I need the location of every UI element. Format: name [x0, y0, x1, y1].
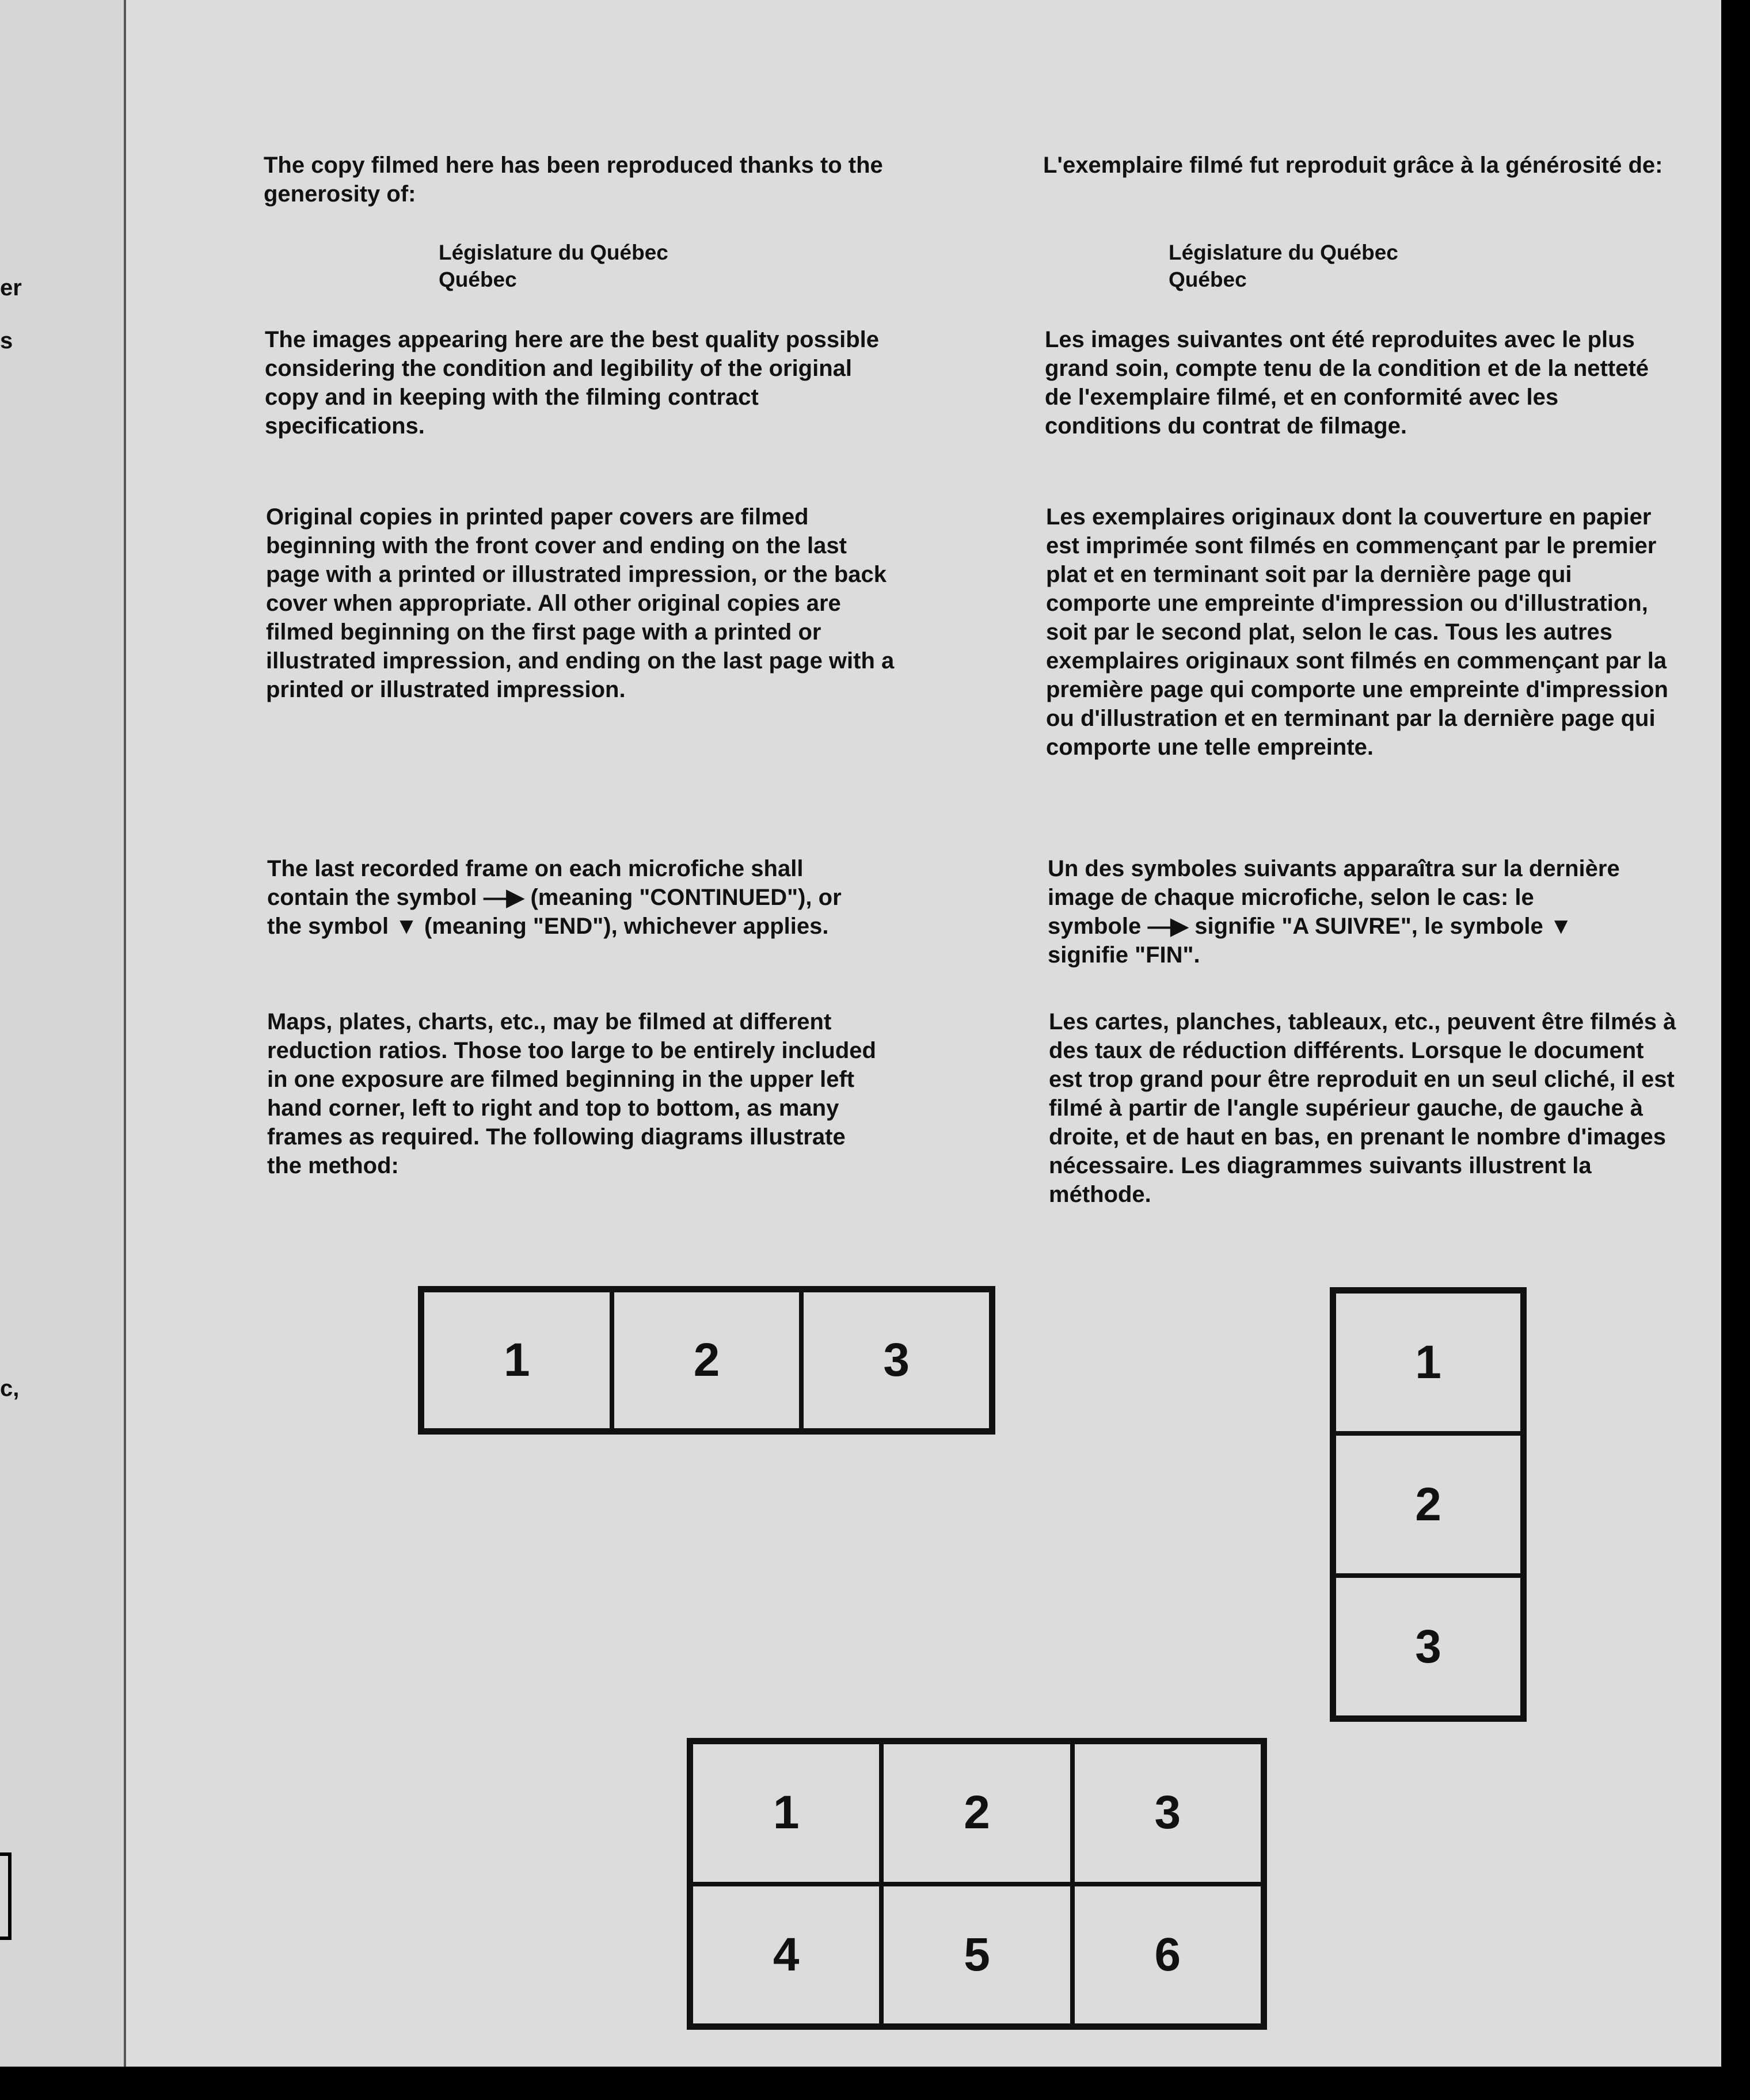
- frame-cell: 1: [691, 1742, 881, 1884]
- frame-cell: 2: [612, 1290, 802, 1431]
- english-heading: The copy filmed here has been reproduced thanks to the generosity of:: [264, 153, 883, 207]
- french-org-name: Législature du Québec: [1169, 241, 1398, 264]
- edge-fragment: s: [0, 328, 13, 353]
- frame-cell: 5: [881, 1884, 1072, 2026]
- english-quality-paragraph: The images appearing here are the best quality possible considering the condition and legibility of the original copy and in keeping with the filming contract specifications.: [265, 327, 879, 439]
- french-originals-paragraph: Les exemplaires originaux dont la couverture en papier est imprimée sont filmés en commençant par le premier plat et en terminant soit par la dernière page qui comporte une empreinte d'impression ou d'illustration, soit par le second plat, selon le cas. Tous les autres exemplaires originaux sont filmés en commençant par la première page qui comporte une empreinte d'impression ou d'illustration et en terminant par la dernière page qui comporte une telle empreinte.: [1046, 504, 1668, 760]
- frame-cell: 3: [1072, 1742, 1263, 1884]
- previous-page-strip: [0, 0, 126, 2067]
- frame-cell: 2: [881, 1742, 1072, 1884]
- frame-cell: 4: [691, 1884, 881, 2026]
- diagram-horizontal: [418, 1286, 995, 1435]
- french-symbols-paragraph: Un des symboles suivants apparaîtra sur la dernière image de chaque microfiche, selon le cas: le symbole —▶ signifie "A SUIVRE", le symbole ▼ signifie "FIN".: [1048, 856, 1620, 968]
- french-org: [1169, 239, 1398, 293]
- diagram-vertical: [1330, 1287, 1527, 1722]
- frame-cell: 2: [1334, 1433, 1523, 1576]
- english-symbols-paragraph: The last recorded frame on each microfiche shall contain the symbol —▶ (meaning "CONTINUED"), or the symbol ▼ (meaning "END"), whichever applies.: [267, 856, 842, 939]
- french-org-city: Québec: [1169, 268, 1247, 291]
- french-maps-paragraph: Les cartes, planches, tableaux, etc., peuvent être filmés à des taux de réduction différents. Lorsque le document est trop grand pour être reproduit en un seul cliché, il est filmé à partir de l'angle supérieur gauche, de gauche à droite, et de haut en bas, en prenant le nombre d'images nécessaire. Les diagrammes suivants illustrent la méthode.: [1049, 1009, 1676, 1207]
- english-org: [439, 239, 668, 293]
- diagram-grid: [687, 1738, 1267, 2030]
- edge-fragment: c,: [0, 1376, 20, 1401]
- frame-cell: 3: [1334, 1576, 1523, 1718]
- english-org-city: Québec: [439, 268, 517, 291]
- frame-cell: 1: [1334, 1291, 1523, 1433]
- english-originals-paragraph: Original copies in printed paper covers are filmed beginning with the front cover and ending on the last page with a printed or illustrated impression, or the back cover when appropriate. All other original copies are filmed beginning on the first page with a printed or illustrated impression, and ending on the last page with a printed or illustrated impression.: [266, 504, 895, 702]
- english-maps-paragraph: Maps, plates, charts, etc., may be filmed at different reduction ratios. Those too large to be entirely included in one exposure are filmed beginning in the upper left hand corner, left to right and top to bottom, as many frames as required. The following diagrams illustrate the method:: [267, 1009, 876, 1178]
- edge-frame-fragment: [0, 1852, 12, 1940]
- frame-cell: 6: [1072, 1884, 1263, 2026]
- frame-cell: 1: [422, 1290, 612, 1431]
- edge-fragment: er: [0, 275, 22, 300]
- film-border-bottom: [0, 2067, 1750, 2100]
- french-heading: L'exemplaire filmé fut reproduit grâce à la générosité de:: [1043, 153, 1663, 178]
- film-border-right: [1721, 0, 1750, 2100]
- english-org-name: Législature du Québec: [439, 241, 668, 264]
- frame-cell: 3: [801, 1290, 991, 1431]
- french-quality-paragraph: Les images suivantes ont été reproduites avec le plus grand soin, compte tenu de la condition et de la netteté de l'exemplaire filmé, et en conformité avec les conditions du contrat de filmage.: [1045, 327, 1649, 439]
